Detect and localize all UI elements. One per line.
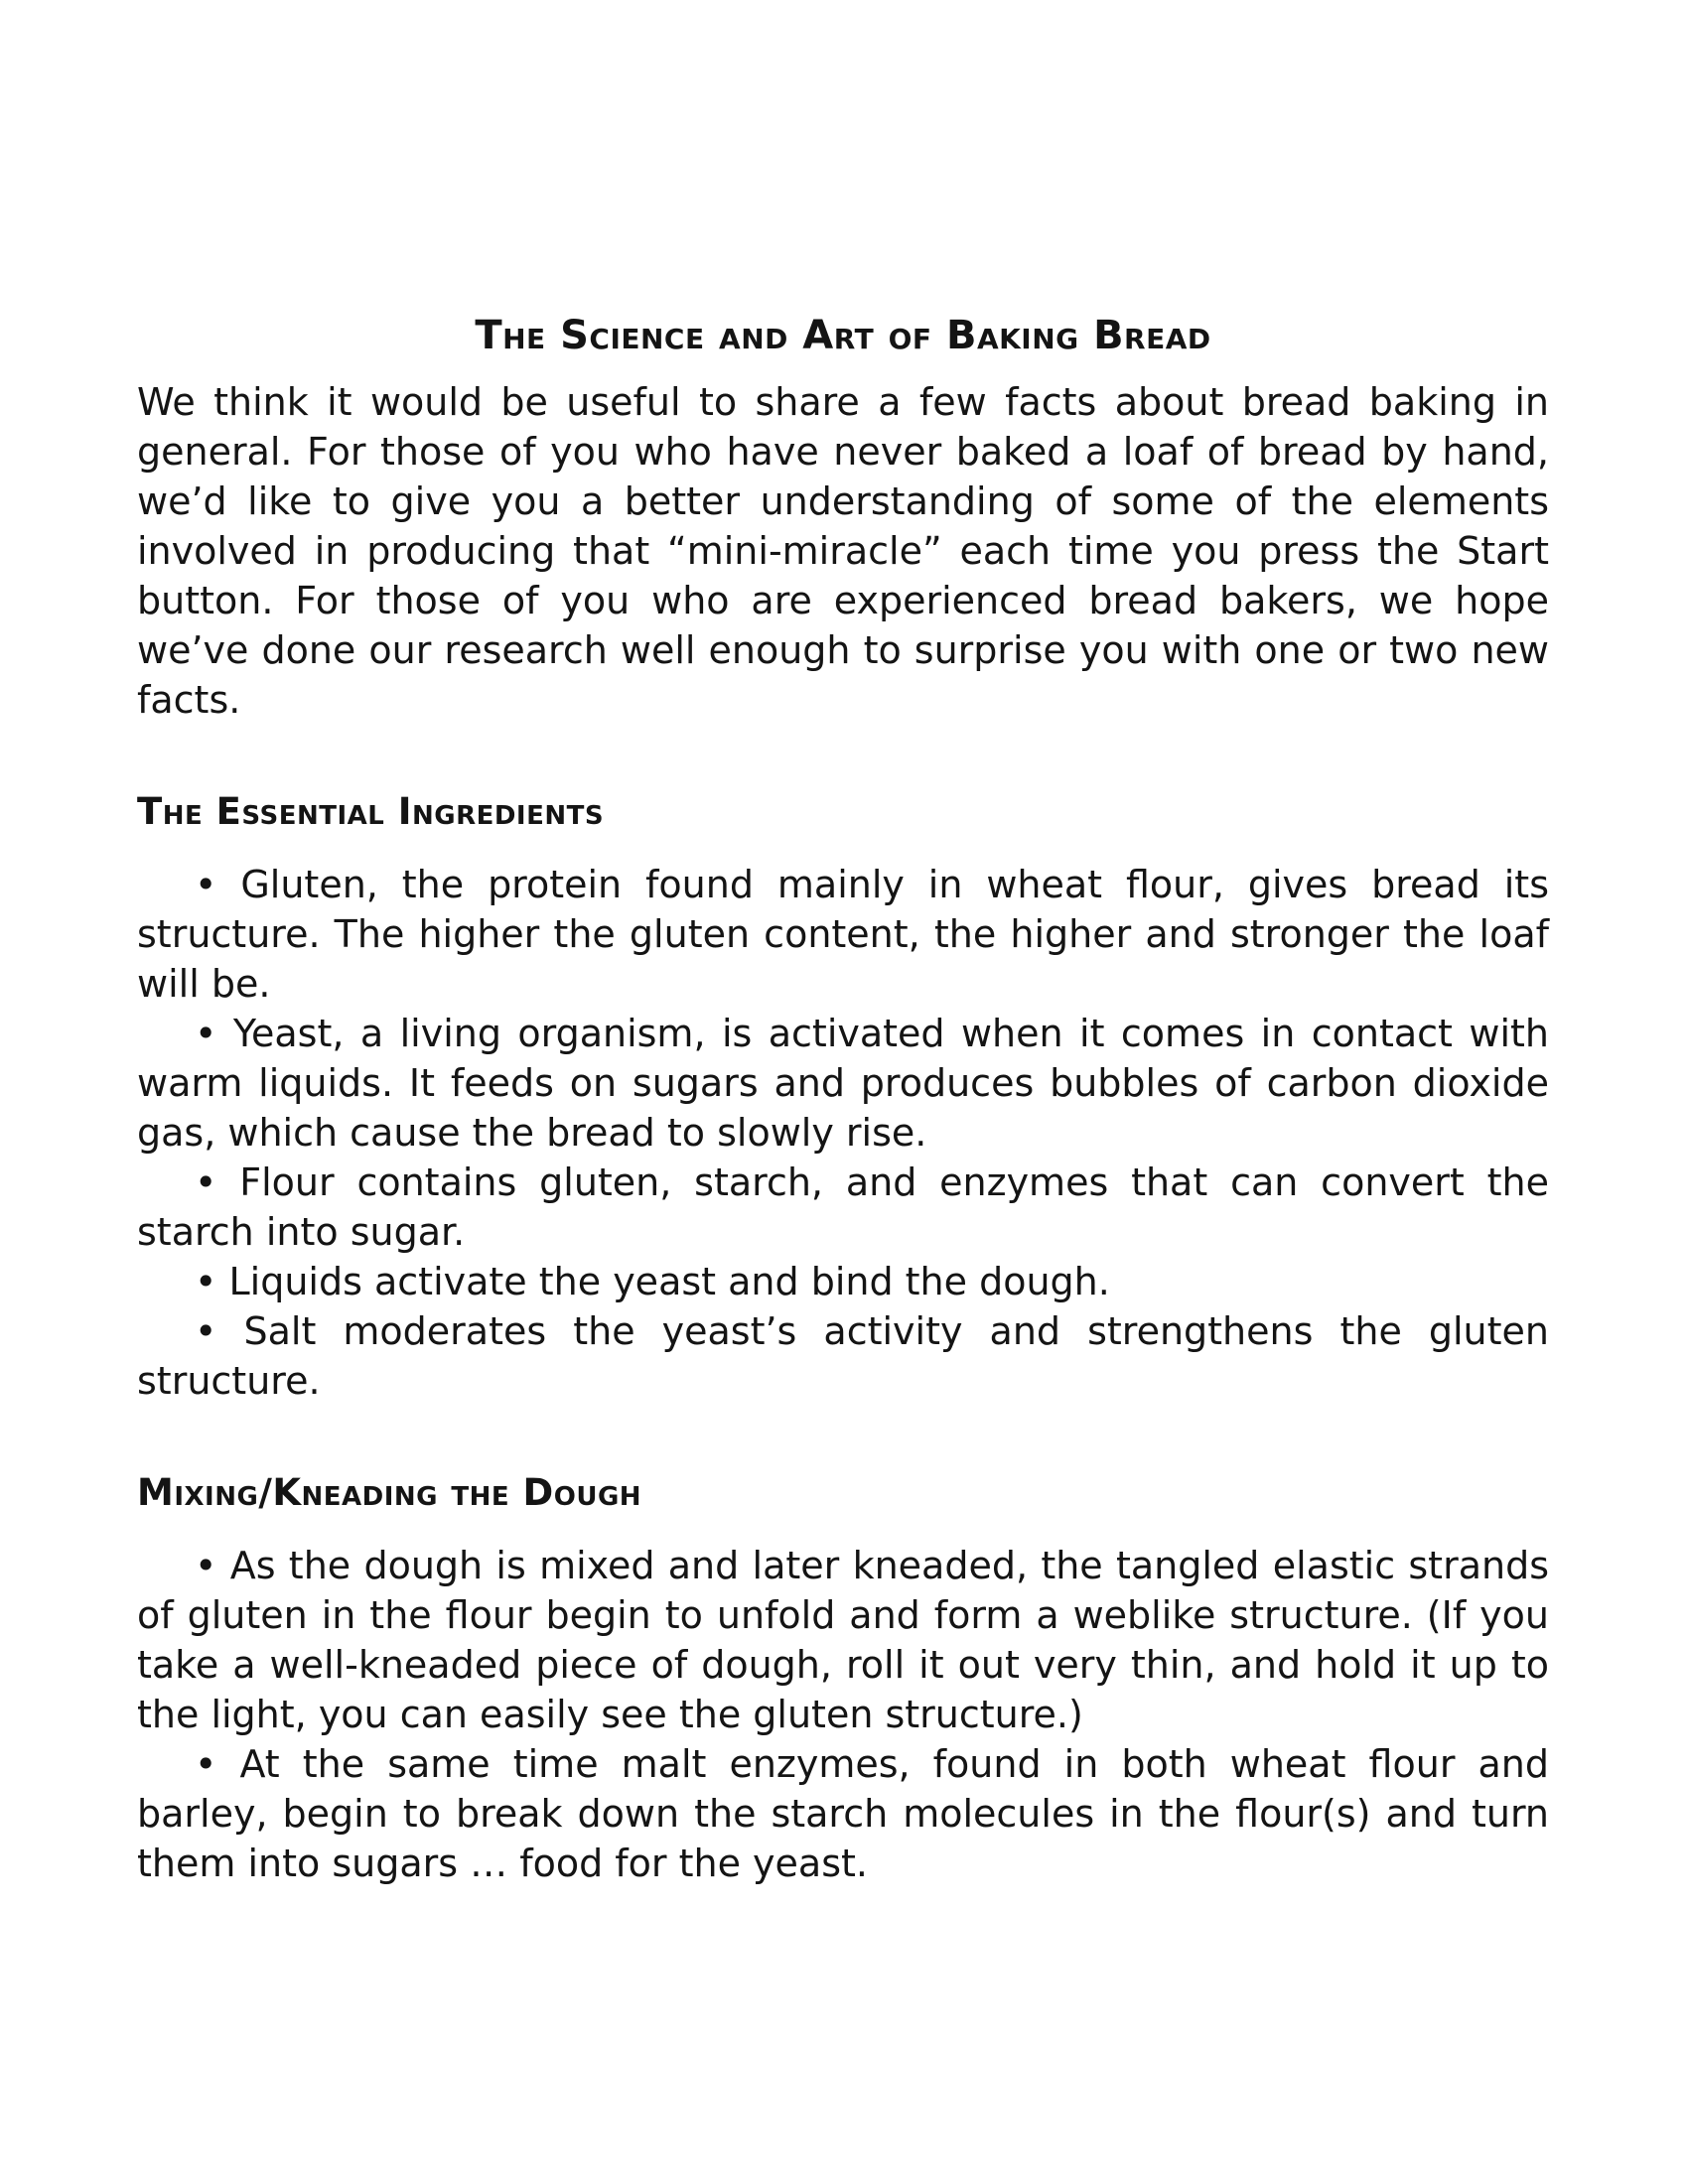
list-item: [137, 1158, 1549, 1257]
list-item-text: • At the same time malt enzymes, found in both wheat flour and barley, begin to break down the starch molecules in the flour(s) and turn them into sugars … food for the yeast.: [137, 1742, 1549, 1885]
list-item: [137, 1257, 1549, 1306]
list-item: [137, 860, 1549, 1009]
list-item: [137, 1306, 1549, 1406]
list-item-text: • As the dough is mixed and later kneaded, the tangled elastic strands of gluten in the flour begin to unfold and form a weblike structure. (If you take a well-kneaded piece of dough, roll it out very thin, and hold it up to the light, you can easily see the gluten structure.): [137, 1544, 1549, 1736]
list-item: [137, 1009, 1549, 1158]
list-item-text: • Flour contains gluten, starch, and enzymes that can convert the starch into sugar.: [137, 1160, 1549, 1254]
list-item-text: • Salt moderates the yeast’s activity and strengthens the gluten structure.: [137, 1309, 1549, 1403]
section-heading-mixing-kneading: Mixing/Kneading the Dough: [137, 1471, 642, 1514]
list-item-text: • Yeast, a living organism, is activated when it comes in contact with warm liquids. It feeds on sugars and produces bubbles of carbon dioxide gas, which cause the bread to slowly rise.: [137, 1012, 1549, 1155]
page-title: The Science and Art of Baking Bread: [475, 313, 1211, 358]
list-item: [137, 1739, 1549, 1888]
list-item: [137, 1541, 1549, 1739]
document-page: [137, 310, 1549, 1888]
essential-ingredients-list: [137, 860, 1549, 1406]
list-item-text: • Gluten, the protein found mainly in wheat flour, gives bread its structure. The higher the gluten content, the higher and stronger the loaf will be.: [137, 863, 1549, 1006]
intro-paragraph: We think it would be useful to share a few facts about bread baking in general. For those of you who have never baked a loaf of bread by hand, we’d like to give you a better understanding of some of the elements involved in producing that “mini-miracle” each time you press the Start button. For those of you who are experienced bread bakers, we hope we’ve done our research well enough to surprise you with one or two new facts.: [137, 380, 1549, 722]
mixing-kneading-list: [137, 1541, 1549, 1888]
list-item-text: • Liquids activate the yeast and bind the dough.: [195, 1260, 1110, 1303]
section-heading-essential-ingredients: The Essential Ingredients: [137, 790, 605, 833]
